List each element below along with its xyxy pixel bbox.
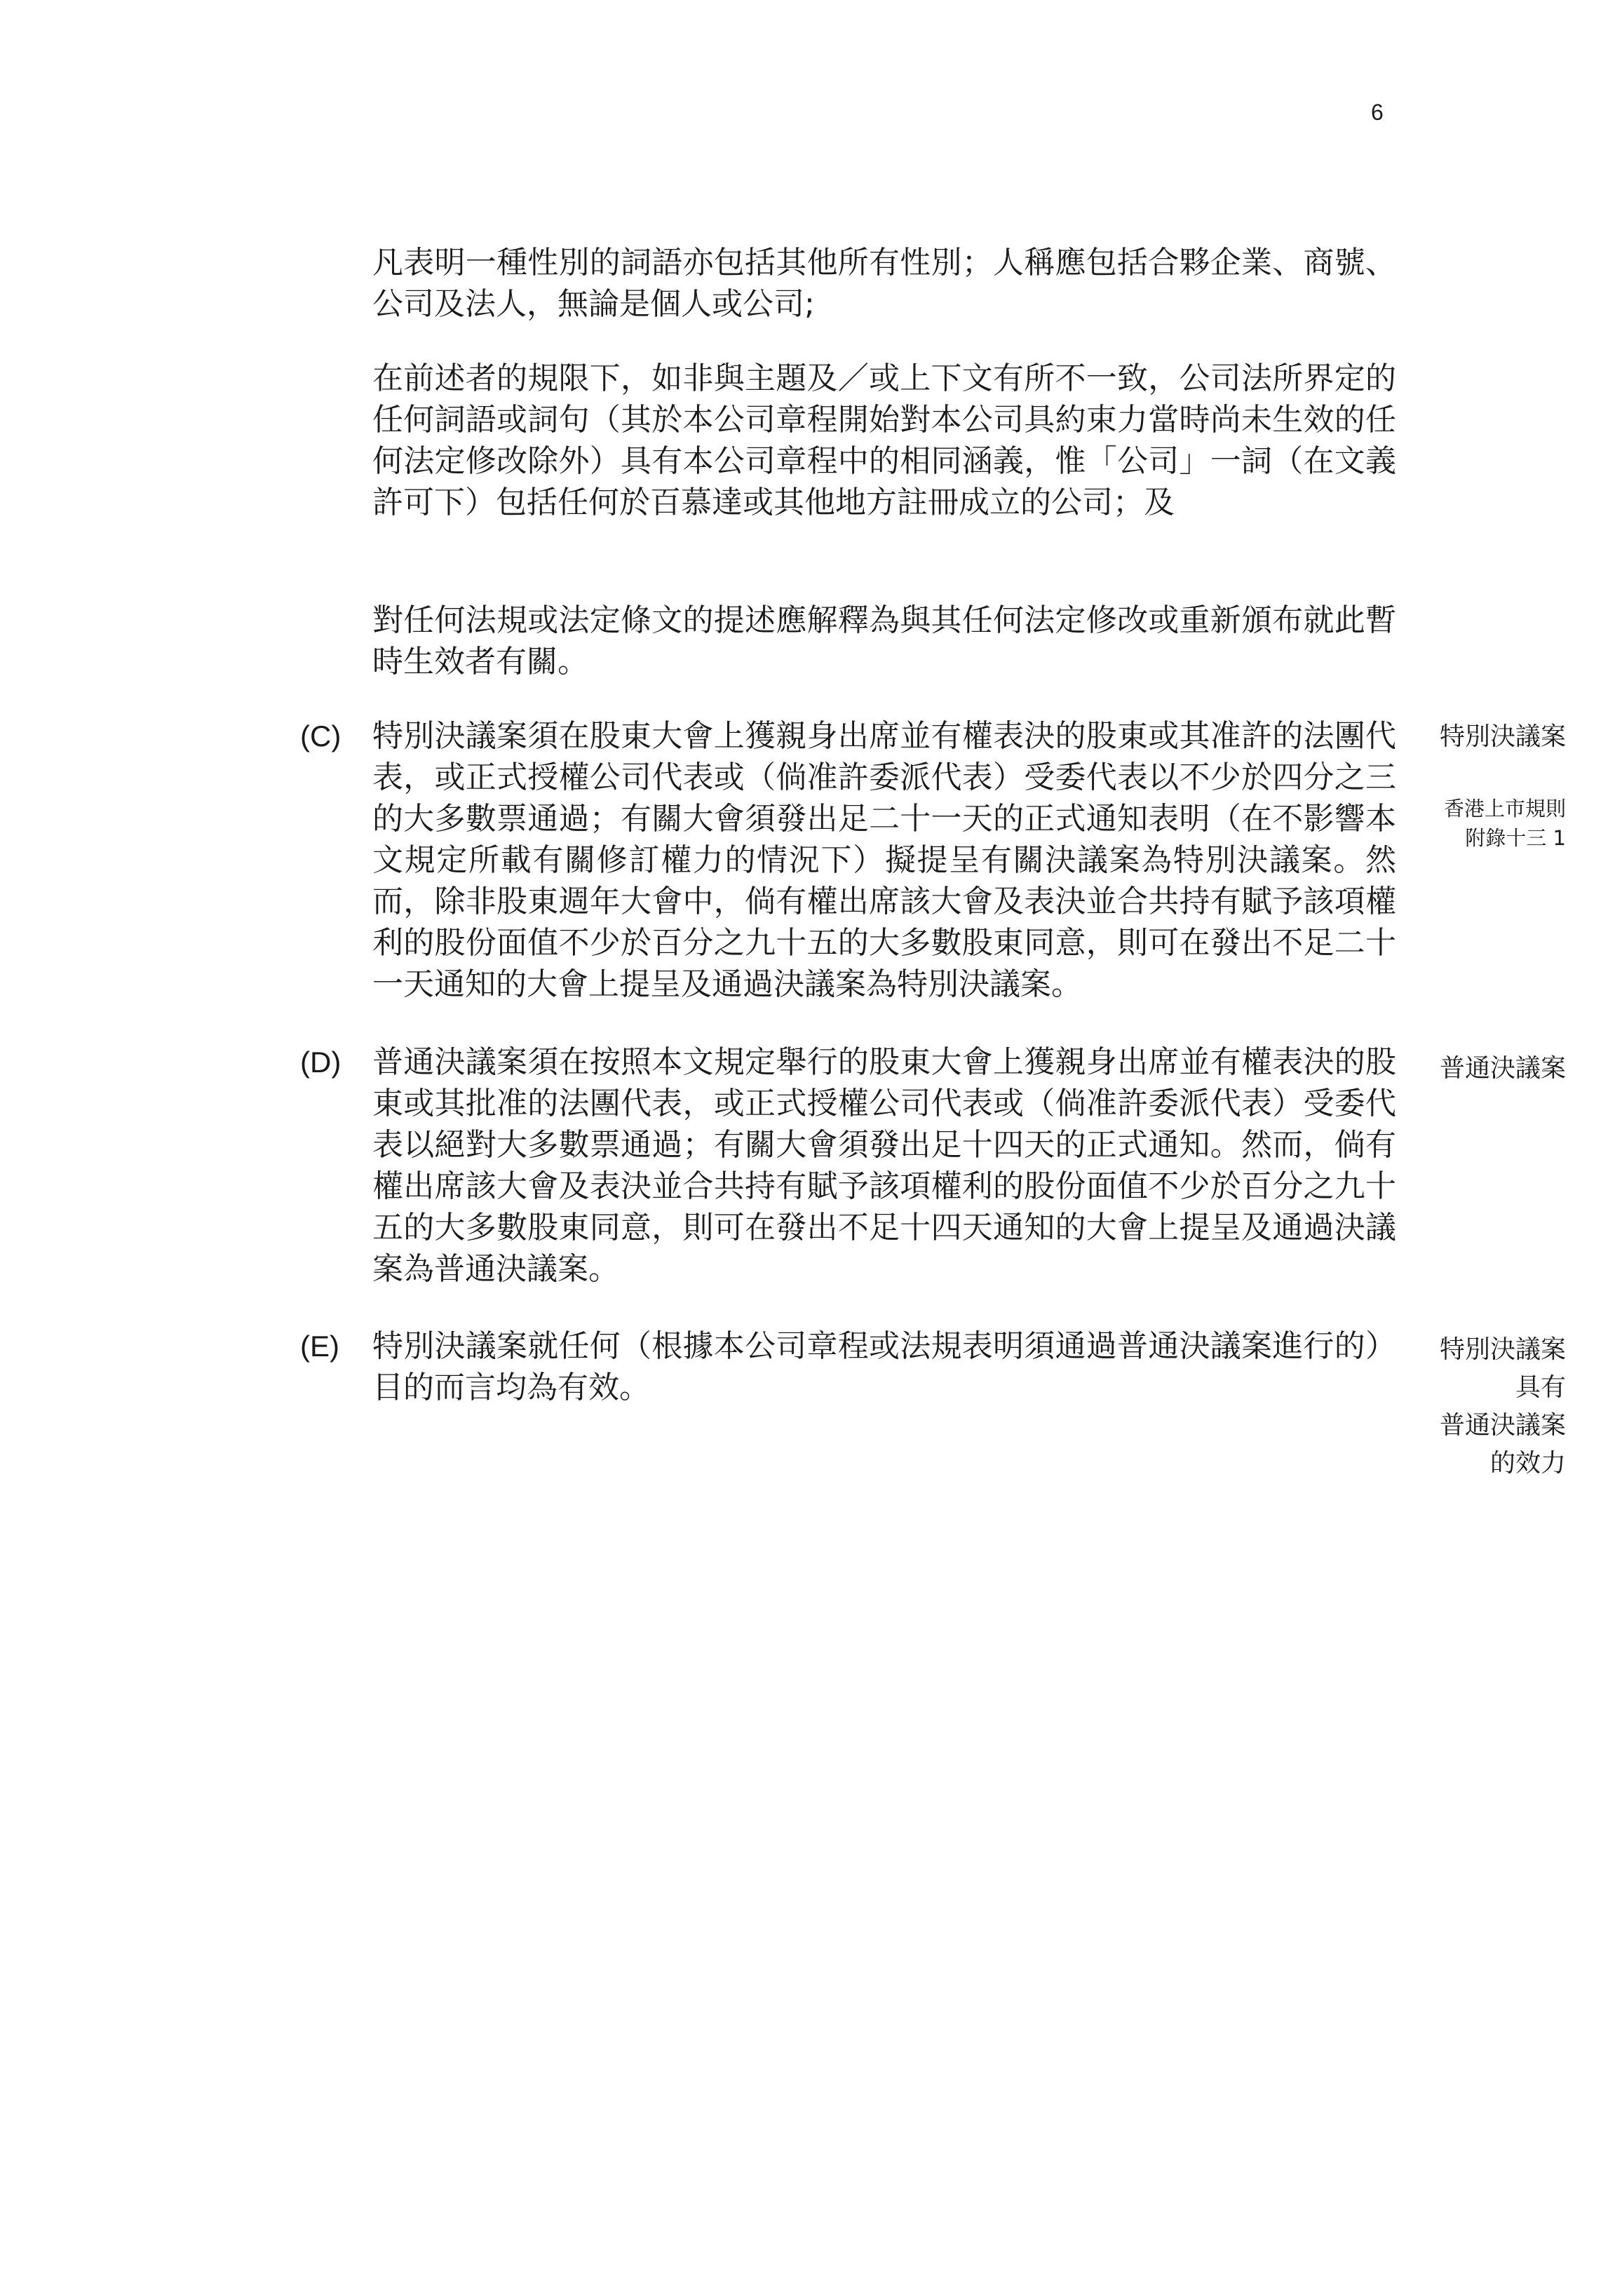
clause-d-label: (D) (300, 1046, 342, 1079)
paragraph-gender-definition: 凡表明一種性別的詞語亦包括其他所有性別；人稱應包括合夥企業、商號、公司及法人，無論是個人或公司; (372, 245, 1396, 322)
clause-d-text: 普通決議案須在按照本文規定舉行的股東大會上獲親身出席並有權表決的股東或其批准的法團代表，或正式授權公司代表或（倘准許委派代表）受委代表以絕對大多數票通過；有關大會須發出足十四天的正式通知。然而，倘有權出席該大會及表決並合共持有賦予該項權利的股份面值不少於百分之九十五的大多數股東同意，則可在發出不足十四天通知的大會上提呈及通過決議案為普通決議案。 (372, 1044, 1396, 1287)
paragraph-companies-act-definition: 在前述者的規限下，如非與主題及／或上下文有所不一致，公司法所界定的任何詞語或詞句（其於本公司章程開始對本公司具約束力當時尚未生效的任何法定修改除外）具有本公司章程中的相同涵義，惟「公司」一詞（在文義許可下）包括任何於百慕達或其他地方註冊成立的公司；及 (372, 360, 1396, 520)
page-number: 6 (1371, 100, 1384, 125)
clause-e-margin-note (1384, 1331, 1566, 1483)
clause-e-text: 特別決議案就任何（根據本公司章程或法規表明須通過普通決議案進行的）目的而言均為有效。 (372, 1328, 1396, 1405)
clause-e-label: (E) (300, 1330, 339, 1363)
clause-c-margin-title: 特別決議案 (1439, 722, 1566, 751)
clause-c-text: 特別決議案須在股東大會上獲親身出席並有權表決的股東或其准許的法團代表，或正式授權公司代表或（倘准許委派代表）受委代表以不少於四分之三的大多數票通過；有關大會須發出足二十一天的正式通知表明（在不影響本文規定所載有關修訂權力的情況下）擬提呈有關決議案為特別決議案。然而，除非股東週年大會中，倘有權出席該大會及表決並合共持有賦予該項權利的股份面值不少於百分之九十五的大多數股東同意，則可在發出不足二十一天通知的大會上提呈及通過決議案為特別決議案。 (372, 718, 1396, 1002)
paragraph-statute-reference: 對任何法規或法定條文的提述應解釋為與其任何法定修改或重新頒布就此暫時生效者有關。 (372, 602, 1396, 680)
margin-note-line-3: 普通決議案 (1439, 1411, 1566, 1440)
margin-reference-line-1: 香港上市規則 (1443, 797, 1566, 821)
clause-d-margin-title: 普通決議案 (1439, 1054, 1566, 1083)
margin-note-line-4: 的效力 (1489, 1449, 1566, 1478)
margin-note-line-1: 特別決議案 (1439, 1335, 1566, 1364)
margin-note-line-2: 具有 (1515, 1373, 1566, 1402)
clause-c-margin-reference (1384, 794, 1566, 853)
clause-c-label: (C) (300, 720, 342, 752)
margin-reference-line-2: 附錄十三 1 (1465, 826, 1566, 850)
